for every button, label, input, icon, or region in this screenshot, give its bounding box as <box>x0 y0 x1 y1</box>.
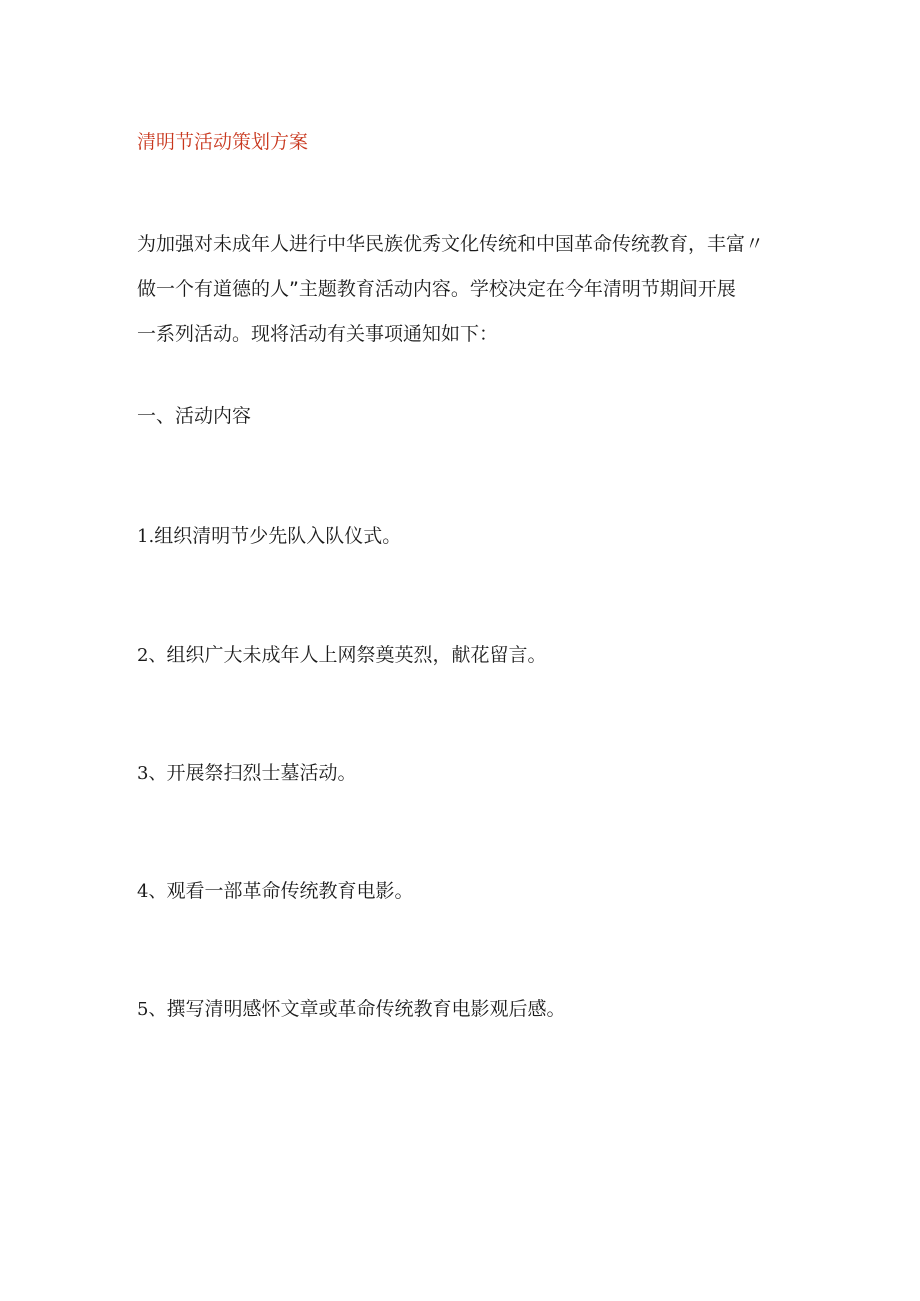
list-item <box>137 876 413 907</box>
list-item <box>137 521 401 552</box>
document-title: 清明节活动策划方案 <box>137 131 309 153</box>
list-item-number: 4、 <box>137 881 167 902</box>
list-item-number: 3、 <box>137 763 167 784</box>
intro-paragraph <box>137 222 827 357</box>
intro-line: 做一个有道德的人”主题教育活动内容。学校决定在今年清明节期间开展 <box>137 278 736 300</box>
list-item-number: 1. <box>137 526 155 547</box>
intro-line: 为加强对未成年人进行中华民族优秀文化传统和中国革命传统教育，丰富〃 <box>137 233 765 255</box>
list-item-text: 组织清明节少先队入队仪式。 <box>154 525 402 547</box>
list-item <box>137 640 546 671</box>
list-item-number: 5、 <box>137 999 167 1020</box>
section-heading: 一、活动内容 <box>137 405 252 427</box>
list-item-text: 撰写清明感怀文章或革命传统教育电影观后感。 <box>166 998 566 1020</box>
list-item-number: 2、 <box>137 645 167 666</box>
list-item-text: 开展祭扫烈士墓活动。 <box>166 762 357 784</box>
list-item <box>137 994 565 1025</box>
list-item-text: 组织广大未成年人上网祭奠英烈，献花留言。 <box>166 644 547 666</box>
list-item-text: 观看一部革命传统教育电影。 <box>166 880 414 902</box>
list-item <box>137 758 356 789</box>
intro-line: 一系列活动。现将活动有关事项通知如下： <box>137 323 499 345</box>
